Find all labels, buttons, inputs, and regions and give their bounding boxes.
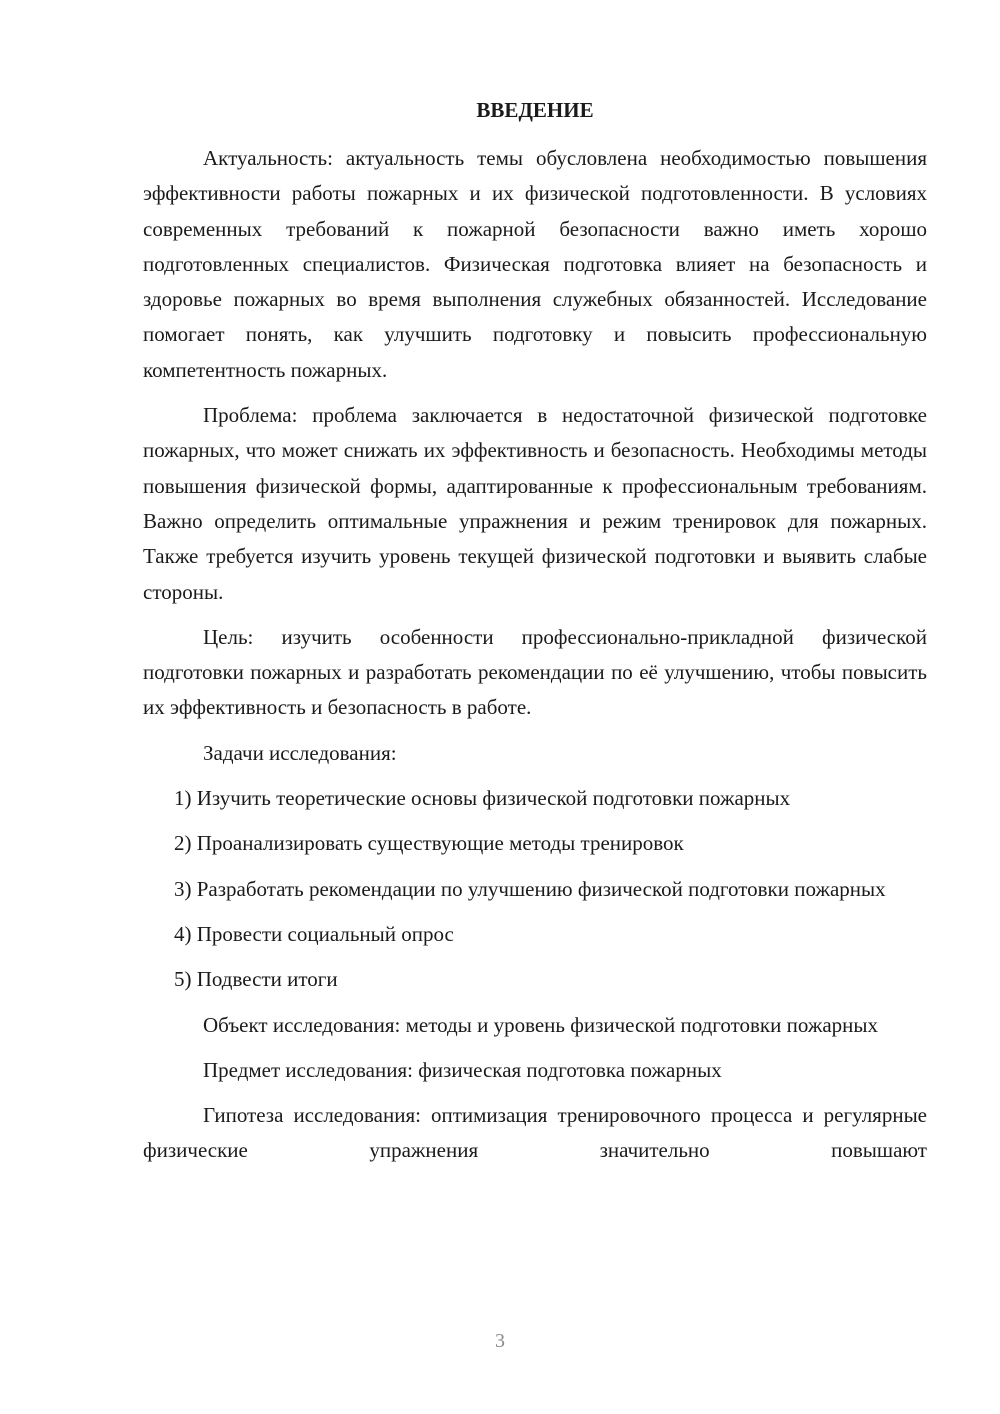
hypothesis-paragraph: Гипотеза исследования: оптимизация тренировочного процесса и регулярные физические упражнения значительно повышают	[143, 1103, 927, 1163]
tasks-heading: Задачи исследования:	[203, 740, 397, 765]
section-heading: ВВЕДЕНИЕ	[476, 98, 594, 122]
relevance-paragraph: Актуальность: актуальность темы обусловлена необходимостью повышения эффективности работы пожарных и их физической подготовленности. В условиях современных требований к пожарной безопасности важно иметь хорошо подготовленных специалистов. Физическая подготовка влияет на безопасность и здоровье пожарных во время выполнения служебных обязанностей. Исследование помогает понять, как улучшить подготовку и повысить профессиональную компетентность пожарных.	[143, 146, 927, 382]
problem-paragraph: Проблема: проблема заключается в недостаточной физической подготовке пожарных, что может снижать их эффективность и безопасность. Необходимы методы повышения физической формы, адаптированные к профессиональным требованиям. Важно определить оптимальные упражнения и режим тренировок для пожарных. Также требуется изучить уровень текущей физической подготовки и выявить слабые стороны.	[143, 403, 927, 604]
document-page	[143, 94, 927, 1179]
object-paragraph: Объект исследования: методы и уровень физической подготовки пожарных	[203, 1012, 879, 1037]
subject-paragraph: Предмет исследования: физическая подготовка пожарных	[203, 1057, 722, 1082]
task-item: 3) Разработать рекомендации по улучшению физической подготовки пожарных	[174, 876, 886, 901]
task-item: 2) Проанализировать существующие методы тренировок	[174, 831, 684, 856]
task-item: 5) Подвести итоги	[174, 967, 338, 992]
task-item: 1) Изучить теоретические основы физической подготовки пожарных	[174, 786, 791, 811]
page-number: 3	[495, 1330, 505, 1352]
goal-paragraph: Цель: изучить особенности профессионально-прикладной физической подготовки пожарных и разработать рекомендации по её улучшению, чтобы повысить их эффективность и безопасность в работе.	[143, 624, 927, 720]
task-item: 4) Провести социальный опрос	[174, 921, 454, 946]
